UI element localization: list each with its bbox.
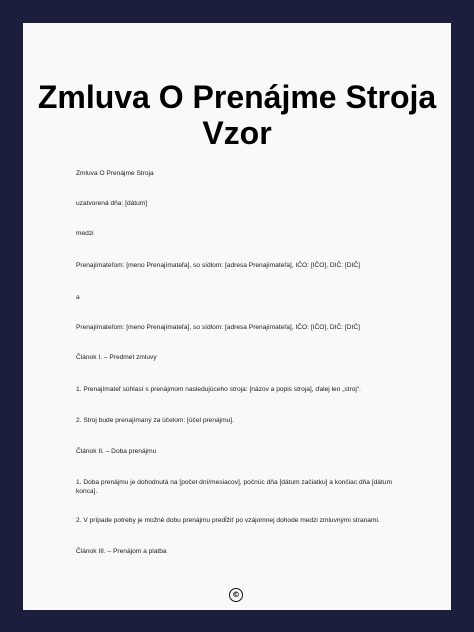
article-1-clause-1: 1. Prenajímateľ súhlasí s prenájmom nasledujúceho stroja: [názov a popis stroja], ďalej len „stroj“. (76, 386, 361, 393)
paragraph-between: medzi (76, 230, 94, 237)
article-2-clause-1: 1. Doba prenájmu je dohodnutá na [počet dní/mesiacov], počnúc dňa [dátum začiatku] a končiac dňa [dátum konca]. (76, 479, 392, 495)
document-title (23, 79, 451, 151)
document-page (23, 23, 451, 610)
paragraph-party-1: Prenajímateľom: [meno Prenajímateľa], so sídlom: [adresa Prenajímateľa], IČO: [IČO], DIČ: [DIČ] (76, 262, 360, 269)
copyright-icon: © (229, 588, 243, 602)
article-1-heading: Článok I. – Predmet zmluvy (76, 354, 157, 361)
document-title-line-1: Zmluva O Prenájme Stroja (37, 79, 437, 115)
article-2-clause-2: 2. V prípade potreby je možné dobu prenájmu predĺžiť po vzájomnej dohode medzi zmluvnými stranami. (76, 517, 380, 524)
article-3-heading: Článok III. – Prenájom a platba (76, 548, 167, 555)
paragraph-and: a (76, 294, 80, 301)
paragraph-party-2: Prenajímateľom: [meno Prenajímateľa], so sídlom: [adresa Prenajímateľa], IČO: [IČO], DIČ: [DIČ] (76, 324, 360, 331)
paragraph-heading: Zmluva O Prenájme Stroja (76, 170, 154, 177)
document-title-line-2: Vzor (202, 115, 272, 151)
paragraph-date: uzatvorená dňa: [dátum] (76, 200, 148, 207)
article-1-clause-2: 2. Stroj bude prenajímaný za účelom: [účel prenájmu]. (76, 417, 234, 424)
article-2-heading: Článok II. – Doba prenájmu (76, 448, 157, 455)
